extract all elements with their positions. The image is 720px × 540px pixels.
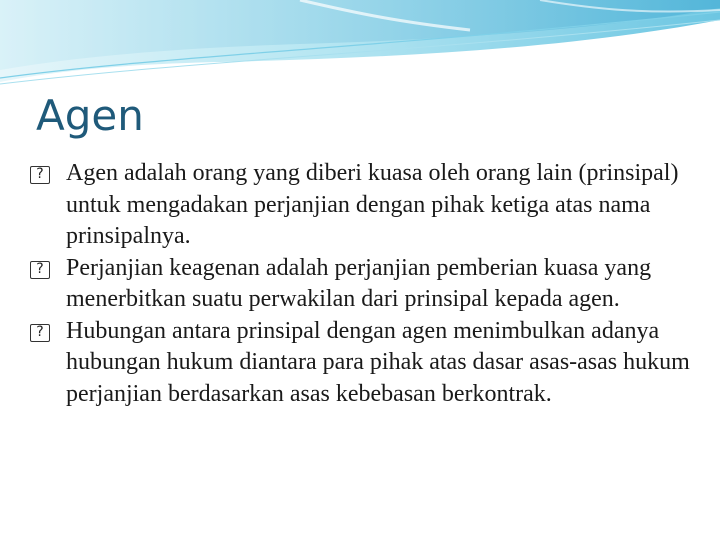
bullet-marker-icon: ? [30,261,50,279]
bullet-text: Perjanjian keagenan adalah perjanjian pemberian kuasa yang menerbitkan suatu perwakilan dari prinsipal kepada agen. [66,254,652,312]
bullet-text: Hubungan antara prinsipal dengan agen menimbulkan adanya hubungan hukum diantara para pihak atas dasar asas-asas hukum perjanjian berdasarkan asas kebebasan berkontrak. [66,317,690,407]
bullet-marker-icon: ? [30,324,50,342]
bullet-text: Agen adalah orang yang diberi kuasa oleh orang lain (prinsipal) untuk mengadakan perjanjian dengan pihak ketiga atas nama prinsipalnya. [66,160,679,249]
slide-title: Agen [36,91,144,140]
bullet-item [30,158,690,253]
bullet-item [30,253,690,316]
bullet-marker-icon: ? [30,166,50,184]
bullet-item [30,316,690,411]
bullet-list [30,158,690,410]
header-wave-decoration [0,0,720,90]
